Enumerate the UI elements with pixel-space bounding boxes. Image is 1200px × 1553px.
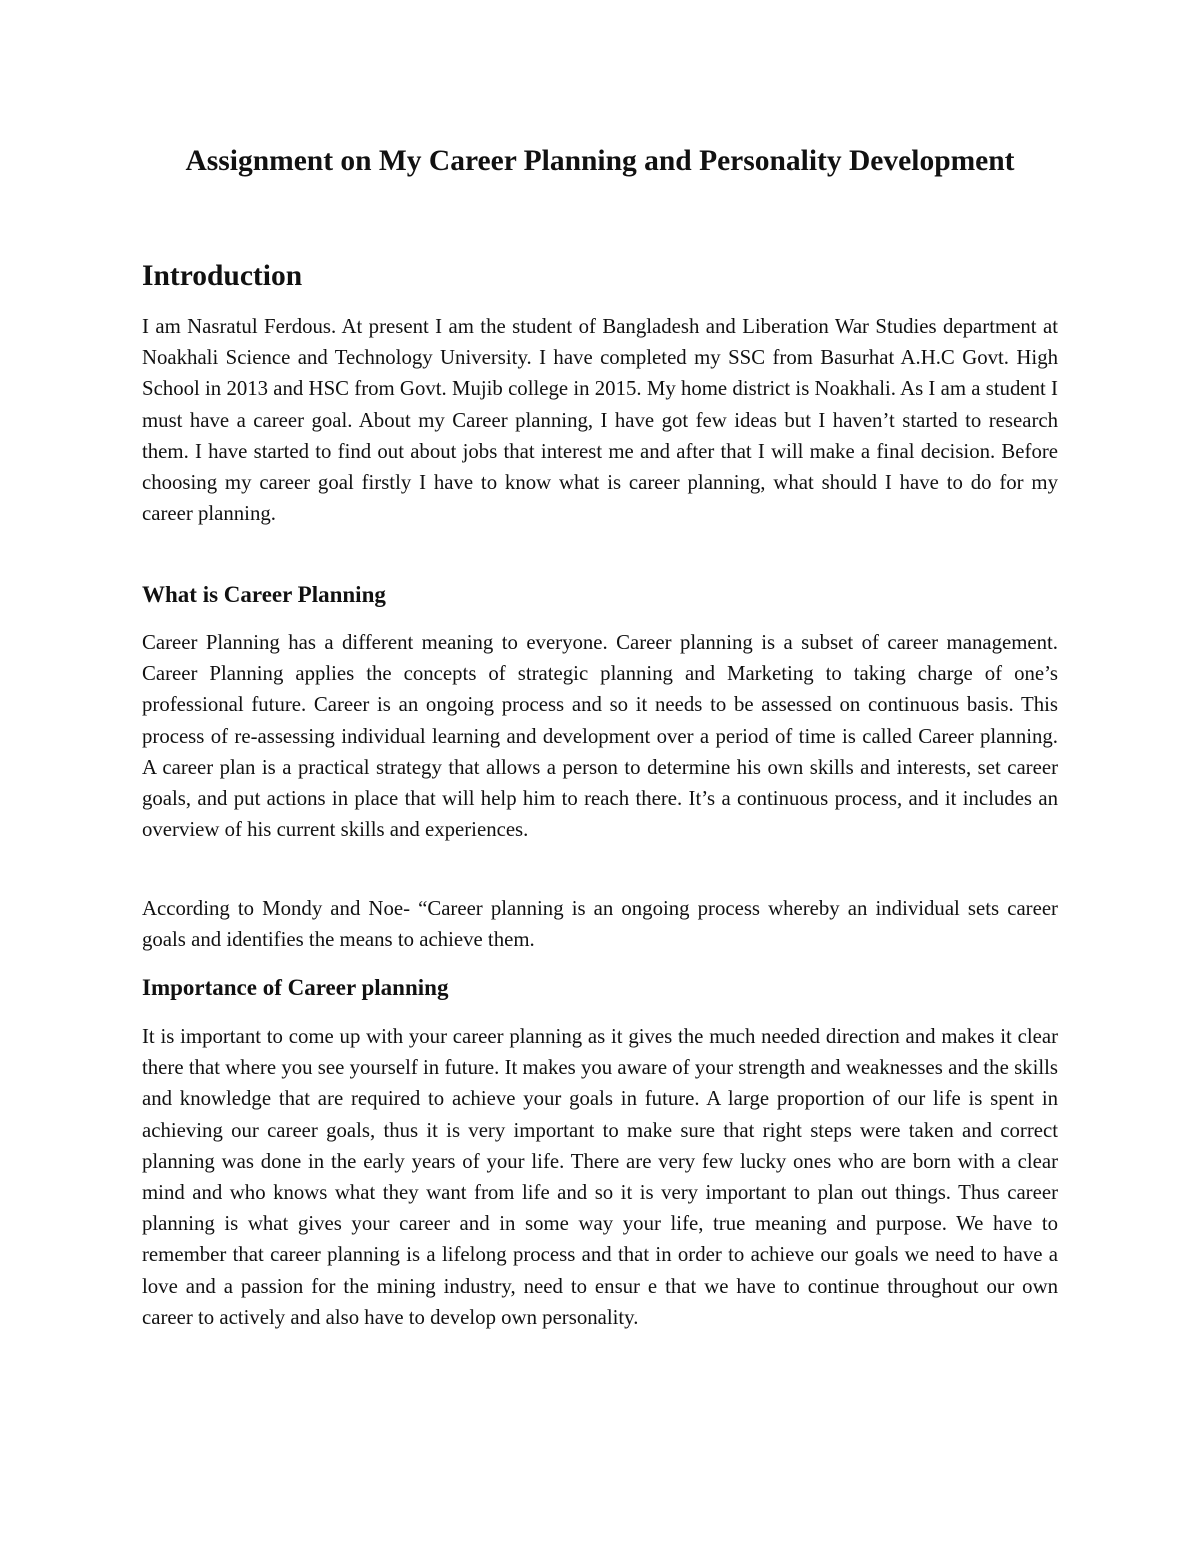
mondy-noe-quote-paragraph: According to Mondy and Noe- “Career planning is an ongoing process whereby an individual sets career goals and identifies the means to achieve them. xyxy=(142,897,1058,952)
introduction-heading: Introduction xyxy=(142,260,303,292)
importance-heading: Importance of Career planning xyxy=(142,975,449,1000)
what-is-career-planning-heading: What is Career Planning xyxy=(142,582,386,607)
what-is-career-planning-paragraph: Career Planning has a different meaning to everyone. Career planning is a subset of career management. Career Planning applies the concepts of strategic planning and Marketing to taking charge of one’s professional future. Career is an ongoing process and so it needs to be assessed on continuous basis. This process of re-assessing individual learning and development over a period of time is called Career planning. A career plan is a practical strategy that allows a person to determine his own skills and interests, set career goals, and put actions in place that will help him to reach there. It’s a continuous process, and it includes an overview of his current skills and experiences. xyxy=(142,631,1058,842)
importance-paragraph: It is important to come up with your career planning as it gives the much needed direction and makes it clear there that where you see yourself in future. It makes you aware of your strength and weaknesses and the skills and knowledge that are required to achieve your goals in future. A large proportion of our life is spent in achieving our career goals, thus it is very important to make sure that right steps were taken and correct planning was done in the early years of your life. There are very few lucky ones who are born with a clear mind and who knows what they want from life and so it is very important to plan out things. Thus career planning is what gives your career and in some way your life, true meaning and purpose. We have to remember that career planning is a lifelong process and that in order to achieve our goals we need to have a love and a passion for the mining industry, need to ensur e that we have to continue throughout our own career to actively and also have to develop own personality. xyxy=(142,1025,1058,1329)
introduction-paragraph: I am Nasratul Ferdous. At present I am the student of Bangladesh and Liberation War Studies department at Noakhali Science and Technology University. I have completed my SSC from Basurhat A.H.C Govt. High School in 2013 and HSC from Govt. Mujib college in 2015. My home district is Noakhali. As I am a student I must have a career goal. About my Career planning, I have got few ideas but I haven’t started to research them. I have started to find out about jobs that interest me and after that I will make a final decision. Before choosing my career goal firstly I have to know what is career planning, what should I have to do for my career planning. xyxy=(142,315,1058,526)
document-title: Assignment on My Career Planning and Personality Development xyxy=(185,145,1015,177)
